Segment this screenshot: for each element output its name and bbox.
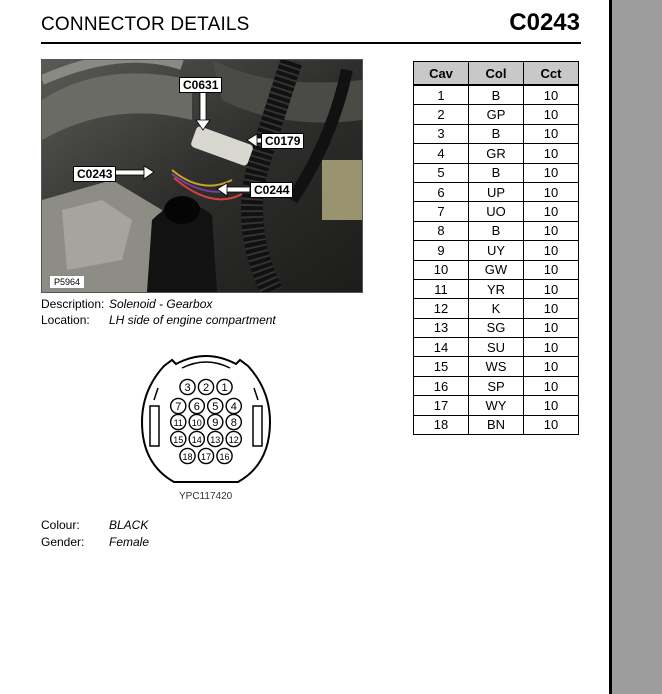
header-divider — [41, 42, 581, 44]
table-row — [414, 241, 579, 260]
cell-cav: 1 — [414, 85, 469, 105]
callout-c0244: C0244 — [250, 182, 293, 198]
cavity-label: 18 — [182, 452, 193, 462]
cell-cav: 17 — [414, 396, 469, 415]
table-row — [414, 144, 579, 163]
cell-col: B — [469, 221, 524, 240]
table-row — [414, 415, 579, 434]
cell-cav: 14 — [414, 338, 469, 357]
cavity-label: 4 — [230, 401, 237, 413]
cell-cct: 10 — [524, 260, 579, 279]
cell-col: BN — [469, 415, 524, 434]
table-row — [414, 260, 579, 279]
cell-cct: 10 — [524, 279, 579, 298]
cell-col: UP — [469, 182, 524, 201]
cavity-label: 15 — [173, 435, 184, 445]
cavity-label: 17 — [200, 452, 212, 462]
cell-cct: 10 — [524, 144, 579, 163]
table-row — [414, 221, 579, 240]
callout-c0179: C0179 — [261, 133, 304, 149]
cell-cav: 4 — [414, 144, 469, 163]
connector-id: C0243 — [509, 9, 580, 36]
cell-col: GW — [469, 260, 524, 279]
cavity-label: 7 — [175, 401, 182, 413]
cavity-label: 12 — [228, 435, 239, 445]
cell-col: UO — [469, 202, 524, 221]
cell-cct: 10 — [524, 241, 579, 260]
cell-cav: 6 — [414, 182, 469, 201]
location-row — [41, 312, 276, 328]
cell-cct: 10 — [524, 318, 579, 337]
cavity-label: 14 — [191, 435, 202, 445]
table-row — [414, 376, 579, 395]
table-row — [414, 279, 579, 298]
description-label: Description: — [41, 297, 105, 311]
diagram-reference: YPC117420 — [179, 491, 233, 502]
cell-cct: 10 — [524, 85, 579, 105]
table-row — [414, 357, 579, 376]
cell-cct: 10 — [524, 105, 579, 124]
cell-col: GP — [469, 105, 524, 124]
header-col: Col — [469, 62, 524, 86]
colour-value: BLACK — [109, 518, 149, 532]
gender-label: Gender: — [41, 535, 85, 549]
description-row — [41, 296, 212, 312]
cavity-label: 6 — [193, 401, 200, 413]
cell-col: GR — [469, 144, 524, 163]
table-row — [414, 124, 579, 143]
colour-row — [41, 517, 148, 533]
gender-value: Female — [109, 535, 150, 549]
page-title: CONNECTOR DETAILS — [41, 14, 250, 35]
cavity-label: 9 — [212, 417, 219, 429]
cavity-label: 8 — [230, 417, 237, 429]
cell-col: SP — [469, 376, 524, 395]
cell-col: B — [469, 85, 524, 105]
table-row — [414, 182, 579, 201]
gender-row — [41, 534, 149, 550]
colour-label: Colour: — [41, 518, 80, 532]
table-row — [414, 85, 579, 105]
cell-cav: 5 — [414, 163, 469, 182]
cell-cav: 13 — [414, 318, 469, 337]
description-value: Solenoid - Gearbox — [109, 297, 213, 311]
cavity-label: 3 — [184, 382, 191, 394]
cell-cav: 2 — [414, 105, 469, 124]
cavity-label: 11 — [173, 418, 183, 428]
cavity-label: 2 — [202, 382, 210, 394]
table-row — [414, 338, 579, 357]
cavity-label: 16 — [219, 452, 230, 462]
cell-cav: 7 — [414, 202, 469, 221]
cell-cct: 10 — [524, 338, 579, 357]
photo-reference: P5964 — [49, 275, 85, 289]
cell-cav: 18 — [414, 415, 469, 434]
cell-col: WS — [469, 357, 524, 376]
cell-cav: 3 — [414, 124, 469, 143]
cell-col: K — [469, 299, 524, 318]
header-cav: Cav — [414, 62, 469, 86]
callout-c0631: C0631 — [179, 77, 222, 93]
cavity-label: 13 — [210, 435, 221, 445]
header-cct: Cct — [524, 62, 579, 86]
cell-cct: 10 — [524, 415, 579, 434]
cell-col: WY — [469, 396, 524, 415]
cell-cct: 10 — [524, 376, 579, 395]
cell-cct: 10 — [524, 202, 579, 221]
table-row — [414, 299, 579, 318]
table-row — [414, 202, 579, 221]
cavity-label: 1 — [221, 382, 228, 394]
pin-table-header-row — [414, 62, 579, 86]
cell-cct: 10 — [524, 299, 579, 318]
cell-col: UY — [469, 241, 524, 260]
cell-col: SU — [469, 338, 524, 357]
cell-cav: 12 — [414, 299, 469, 318]
connector-location-photo — [41, 59, 363, 293]
cell-col: SG — [469, 318, 524, 337]
cell-col: B — [469, 124, 524, 143]
cavity-label: 10 — [191, 418, 202, 428]
cell-cav: 15 — [414, 357, 469, 376]
page-side-strip — [609, 0, 662, 694]
cell-cct: 10 — [524, 396, 579, 415]
location-value: LH side of engine compartment — [109, 313, 276, 327]
cell-cct: 10 — [524, 182, 579, 201]
cell-cav: 11 — [414, 279, 469, 298]
table-row — [414, 105, 579, 124]
location-label: Location: — [41, 313, 90, 327]
table-row — [414, 318, 579, 337]
cavity-label: 5 — [212, 401, 219, 413]
cell-col: YR — [469, 279, 524, 298]
cell-cct: 10 — [524, 357, 579, 376]
cell-cav: 8 — [414, 221, 469, 240]
pin-table — [413, 61, 579, 435]
connector-face-diagram — [136, 350, 276, 500]
cell-col: B — [469, 163, 524, 182]
table-row — [414, 163, 579, 182]
cell-cav: 16 — [414, 376, 469, 395]
cell-cav: 9 — [414, 241, 469, 260]
cell-cct: 10 — [524, 124, 579, 143]
callout-c0243: C0243 — [73, 166, 116, 182]
cell-cav: 10 — [414, 260, 469, 279]
cell-cct: 10 — [524, 163, 579, 182]
cell-cct: 10 — [524, 221, 579, 240]
table-row — [414, 396, 579, 415]
connector-face-svg — [136, 350, 276, 490]
